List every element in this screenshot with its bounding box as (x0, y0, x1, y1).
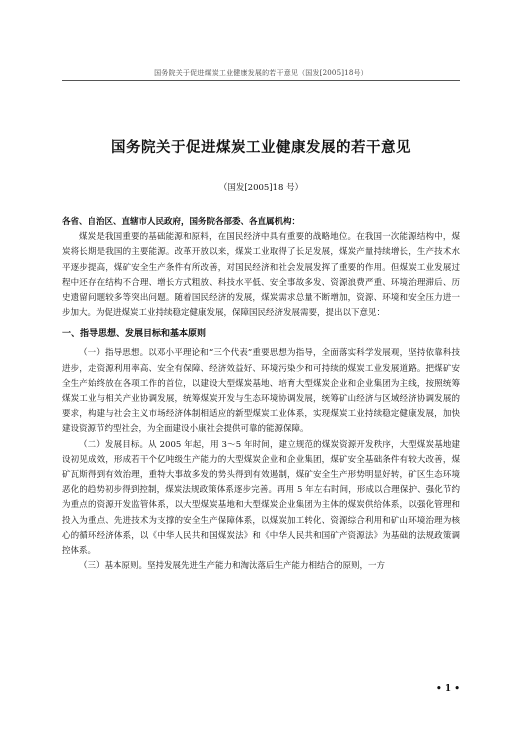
paragraph-development-goals: （二）发展目标。从 2005 年起，用 3～5 年时间，建立规范的煤炭资源开发秩序，大型煤炭基地建设初见成效，形成若干个亿吨级生产能力的大型煤炭企业和企业集团，煤矿安全基础条件有较大改善，煤矿瓦斯得到有效治理，重特大事故多发的势头得到有效遏制，煤矿安全生产形势明显好转，矿区生态环境恶化的趋势初步得到控制，煤炭法规政策体系逐步完善。再用 5 年左右时间，形成以合理保护、强化节约为重点的资源开发监管体系，以大型煤炭基地和大型煤炭企业集团为主体的煤炭供给体系，以强化管理和投入为重点、先进技术为支撑的安全生产保障体系，以煤炭加工转化、资源综合利用和矿山环境治理为核心的循环经济体系，以《中华人民共和国煤炭法》和《中华人民共和国矿产资源法》为基础的法规政策调控体系。 (62, 439, 460, 557)
document-number: （国发[2005]18 号） (218, 183, 304, 193)
running-head: 国务院关于促进煤炭工业健康发展的若干意见（国发[2005]18号） (154, 69, 368, 77)
paragraph-guiding-ideology: （一）指导思想。以邓小平理论和“三个代表”重要思想为指导，全面落实科学发展观，坚持依靠科技进步，走资源利用率高、安全有保障、经济效益好、环境污染少和可持续的煤炭工业发展道路。把煤矿安全生产始终放在各项工作的首位，以建设大型煤炭基地、培育大型煤炭企业和企业集团为主线，按照统筹煤炭工业与相关产业协调发展，统筹煤炭开发与生态环境协调发展，统筹矿山经济与区域经济协调发展的要求，构建与社会主义市场经济体制相适应的新型煤炭工业体系，实现煤炭工业持续稳定健康发展，加快建设资源节约型社会，为全面建设小康社会提供可靠的能源保障。 (62, 348, 460, 435)
header-rule (62, 80, 460, 81)
paragraph-basic-principles: （三）基本原则。坚持发展先进生产能力和淘汰落后生产能力相结合的原则，一方 (79, 561, 386, 572)
section-heading: 一、指导思想、发展目标和基本原则 (62, 329, 207, 340)
document-body (62, 215, 460, 574)
document-title: 国务院关于促进煤炭工业健康发展的若干意见 (111, 140, 411, 156)
page-number: • 1 • (435, 684, 460, 694)
intro-paragraph: 煤炭是我国重要的基础能源和原料，在国民经济中具有重要的战略地位。在我国一次能源结构中，煤炭将长期是我国的主要能源。改革开放以来，煤炭工业取得了长足发展，煤炭产量持续增长，生产技术水平逐步提高，煤矿安全生产条件有所改善，对国民经济和社会发展发挥了重要的作用。但煤炭工业发展过程中还存在结构不合理、增长方式粗放、科技水平低、安全事故多发、资源浪费严重、环境治理滞后、历史遗留问题较多等突出问题。随着国民经济的发展，煤炭需求总量不断增加，资源、环境和安全压力进一步加大。为促进煤炭工业持续稳定健康发展，保障国民经济发展需要，提出以下意见： (62, 232, 460, 319)
salutation: 各省、自治区、直辖市人民政府，国务院各部委、各直属机构： (62, 217, 301, 227)
